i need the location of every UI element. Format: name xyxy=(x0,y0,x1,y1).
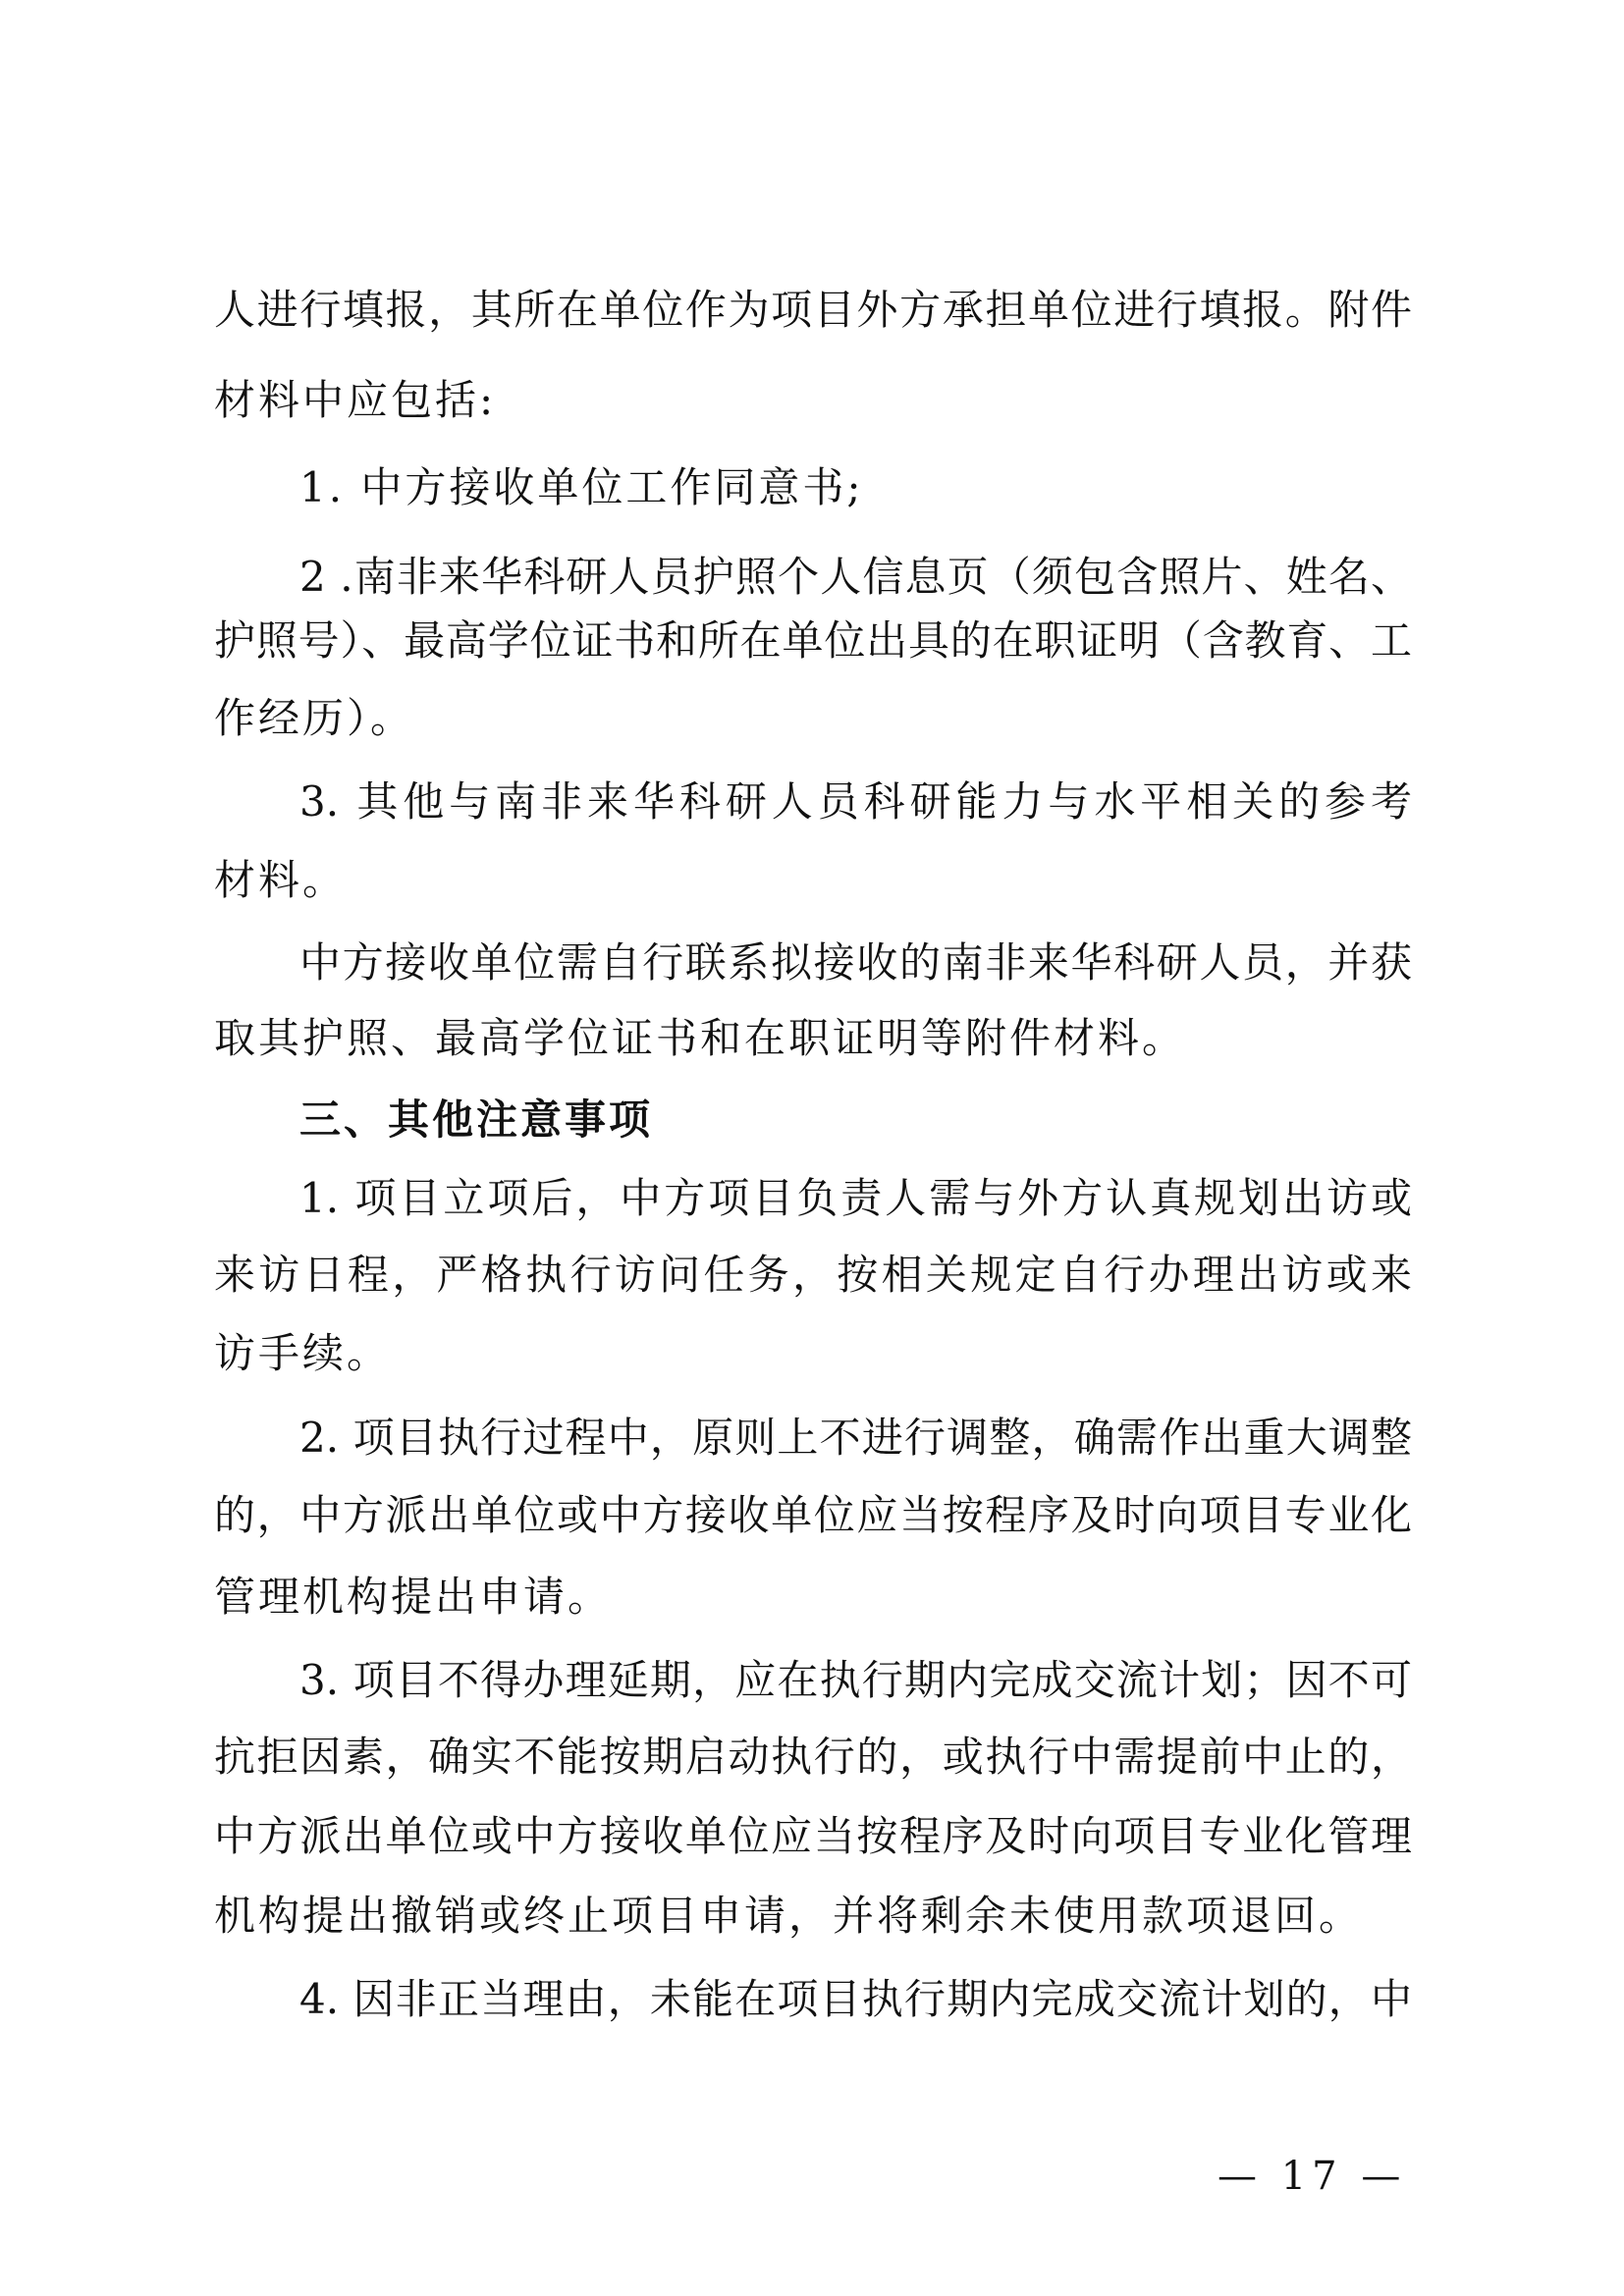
list-item-line: 2. 项目执行过程中，原则上不进行调整，确需作出重大调整 xyxy=(299,1414,1412,1462)
list-item-line: 访手续。 xyxy=(214,1329,392,1377)
section-heading: 三、其他注意事项 xyxy=(299,1095,654,1144)
list-item-line: 1. 中方接收单位工作同意书; xyxy=(299,463,864,511)
list-item-line: 中方派出单位或中方接收单位应当按程序及时向项目专业化管理 xyxy=(214,1812,1412,1860)
list-item-line: 来访日程，严格执行访问任务，按相关规定自行办理出访或来 xyxy=(214,1251,1412,1299)
paragraph-line: 人进行填报，其所在单位作为项目外方承担单位进行填报。附件 xyxy=(214,286,1412,334)
list-item-line: 3. 其他与南非来华科研人员科研能力与水平相关的参考 xyxy=(299,777,1412,826)
paragraph-line: 中方接收单位需自行联系拟接收的南非来华科研人员，并获 xyxy=(299,938,1412,987)
list-item-line: 4. 因非正当理由，未能在项目执行期内完成交流计划的，中 xyxy=(299,1975,1412,2023)
page-number: — 17 — xyxy=(1218,2154,1407,2199)
list-item-line: 机构提出撤销或终止项目申请，并将剩余未使用款项退回。 xyxy=(214,1892,1364,1940)
list-item-line: 3. 项目不得办理延期，应在执行期内完成交流计划；因不可 xyxy=(299,1656,1412,1704)
list-item-line: 的，中方派出单位或中方接收单位应当按程序及时向项目专业化 xyxy=(214,1491,1412,1539)
list-item-line: 2 .南非来华科研人员护照个人信息页（须包含照片、姓名、 xyxy=(299,553,1412,601)
list-item-line: 1. 项目立项后，中方项目负责人需与外方认真规划出访或 xyxy=(299,1174,1412,1222)
paragraph-line: 材料中应包括: xyxy=(214,376,497,424)
paragraph-line: 取其护照、最高学位证书和在职证明等附件材料。 xyxy=(214,1014,1187,1062)
list-item-line: 护照号）、最高学位证书和所在单位出具的在职证明（含教育、工 xyxy=(214,616,1412,665)
list-item-line: 材料。 xyxy=(214,856,348,904)
list-item-line: 管理机构提出申请。 xyxy=(214,1573,613,1621)
list-item-line: 作经历）。 xyxy=(214,694,415,742)
list-item-line: 抗拒因素，确实不能按期启动执行的，或执行中需提前中止的， xyxy=(214,1733,1412,1781)
